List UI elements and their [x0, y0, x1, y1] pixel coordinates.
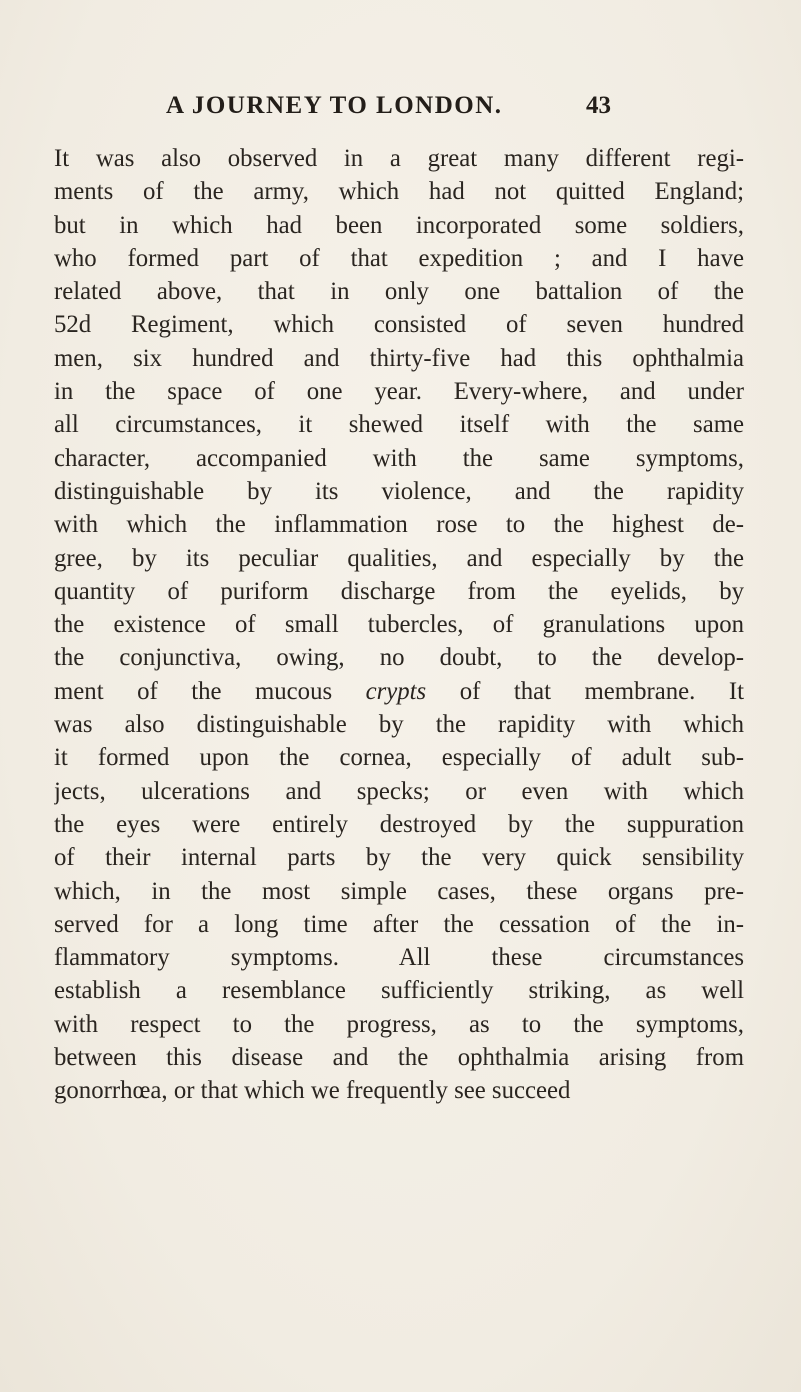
text-line: establish a resemblance sufficiently striking, as well	[54, 977, 744, 1005]
text-line: the existence of small tubercles, of granulations upon	[54, 611, 744, 639]
text-line: ment of the mucous crypts of that membrane. It	[54, 677, 744, 705]
text-line: served for a long time after the cessation of the in-	[54, 910, 744, 938]
text-line: which, in the most simple cases, these organs pre-	[54, 877, 744, 905]
text-line: with respect to the progress, as to the symptoms,	[54, 1010, 744, 1038]
text-line: character, accompanied with the same symptoms,	[54, 444, 744, 472]
text-line: gonorrhœa, or that which we frequently see succeed	[54, 1077, 571, 1105]
text-line: but in which had been incorporated some soldiers,	[54, 211, 744, 239]
text-line: in the space of one year. Every-where, and under	[54, 378, 744, 406]
running-head: A JOURNEY TO LONDON.	[166, 92, 503, 119]
page-header	[0, 92, 801, 132]
text-line: It was also observed in a great many different regi-	[54, 145, 744, 172]
text-line: all circumstances, it shewed itself with the same	[54, 411, 744, 439]
body-paragraph	[54, 142, 744, 1108]
text-line: with which the inflammation rose to the highest de-	[54, 511, 744, 539]
text-line: men, six hundred and thirty-five had this ophthalmia	[54, 344, 744, 372]
text-line: gree, by its peculiar qualities, and especially by the	[54, 544, 744, 572]
text-line: who formed part of that expedition ; and I have	[54, 244, 744, 272]
text-line: distinguishable by its violence, and the rapidity	[54, 477, 744, 505]
text-line: between this disease and the ophthalmia arising from	[54, 1044, 744, 1072]
text-line: ments of the army, which had not quitted England;	[54, 178, 744, 206]
text-line: related above, that in only one battalion of the	[54, 278, 744, 306]
text-line: flammatory symptoms. All these circumstances	[54, 944, 744, 972]
text-line: quantity of puriform discharge from the eyelids, by	[54, 577, 744, 605]
text-line: jects, ulcerations and specks; or even with which	[54, 777, 744, 805]
text-line: the eyes were entirely destroyed by the suppuration	[54, 810, 744, 838]
text-line: it formed upon the cornea, especially of adult sub-	[54, 744, 744, 772]
text-line: 52d Regiment, which consisted of seven hundred	[54, 311, 744, 339]
text-line: of their internal parts by the very quick sensibility	[54, 844, 744, 872]
text-line: was also distinguishable by the rapidity with which	[54, 711, 744, 739]
italic-term: crypts	[365, 677, 427, 705]
page-number: 43	[586, 92, 611, 119]
text-line: the conjunctiva, owing, no doubt, to the develop-	[54, 644, 744, 672]
